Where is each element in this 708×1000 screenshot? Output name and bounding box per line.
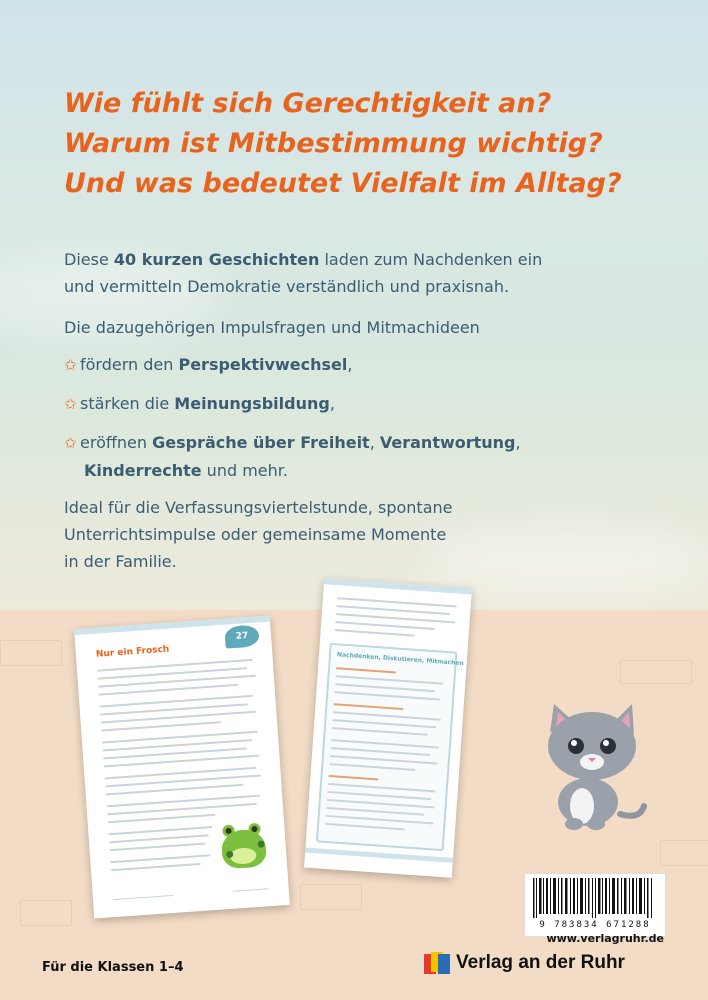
intro-paragraph <box>64 246 584 300</box>
bullet-bold: Verantwortung <box>379 433 516 452</box>
headline-line-3: Und was bedeutet Vielfalt im Alltag? <box>64 168 622 199</box>
closing-text: Ideal für die Verfassungsviertelstunde, spontane <box>64 498 453 517</box>
star-icon: ✩ <box>64 434 77 452</box>
bullet-item <box>64 390 335 418</box>
page-number-badge: 27 <box>224 624 259 648</box>
star-icon: ✩ <box>64 356 77 374</box>
publisher-block <box>424 948 625 978</box>
impulse-paragraph: Die dazugehörigen Impulsfragen und Mitmachideen <box>64 318 480 337</box>
bullet-text: fördern den <box>80 355 179 374</box>
barcode-bars <box>531 878 657 918</box>
bullet-item <box>64 351 352 379</box>
bullet-text: , <box>329 394 335 413</box>
headline-line-2: Warum ist Mitbestimmung wichtig? <box>64 128 603 159</box>
star-icon: ✩ <box>64 395 77 413</box>
preview-page-left <box>74 616 290 919</box>
story-title: Nur ein Frosch <box>95 644 170 660</box>
bullet-text: , <box>347 355 353 374</box>
task-box <box>316 643 464 851</box>
bullet-text: eröffnen <box>80 433 153 452</box>
publisher-name: Verlag an der Ruhr <box>456 952 625 973</box>
bullet-text: und mehr. <box>201 461 288 480</box>
frog-eye <box>248 823 261 836</box>
closing-text: in der Familie. <box>64 552 177 571</box>
bullet-bold: Meinungsbildung <box>174 394 330 413</box>
headline <box>64 84 664 204</box>
bullet-bold: Perspektivwechsel <box>178 355 348 374</box>
intro-text: Diese <box>64 250 114 269</box>
intro-text: laden zum Nachdenken ein <box>319 250 543 269</box>
task-box-title: Nachdenken, Diskutieren, Mitmachen <box>336 651 464 668</box>
bullet-item <box>64 429 521 484</box>
grade-level: Für die Klassen 1–4 <box>42 960 184 975</box>
preview-page-right <box>304 578 472 878</box>
bullet-text: , <box>369 433 380 452</box>
bullet-text: , <box>515 433 521 452</box>
headline-line-1: Wie fühlt sich Gerechtigkeit an? <box>64 88 552 119</box>
closing-text: Unterrichtsimpulse oder gemeinsame Momente <box>64 525 447 544</box>
closing-paragraph <box>64 494 584 575</box>
intro-bold: 40 kurzen Geschichten <box>113 250 320 269</box>
bullet-text: stärken die <box>80 394 175 413</box>
cat-illustration <box>540 702 650 832</box>
barcode-number: 9 783834 671288 <box>539 920 651 930</box>
intro-text: und vermitteln Demokratie verständlich und praxisnah. <box>64 277 510 296</box>
publisher-url: www.verlagruhr.de <box>546 932 664 945</box>
bullet-bold: Gespräche über Freiheit <box>152 433 370 452</box>
bullet-bold: Kinderrechte <box>84 461 202 480</box>
publisher-logo-icon <box>424 950 450 976</box>
barcode <box>524 873 666 937</box>
